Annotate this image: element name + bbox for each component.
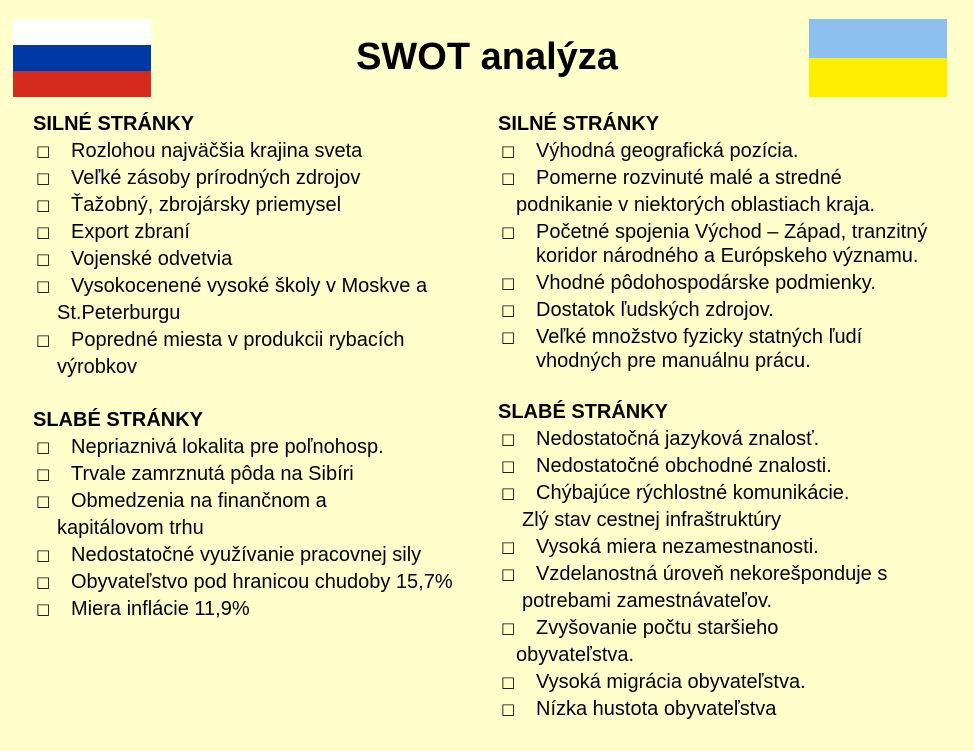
bullet-icon: □ (36, 492, 51, 510)
list-item: □ Vysokocenené vysoké školy v Moskve a (36, 275, 428, 297)
list-item: □ Vhodné pôdohospodárske podmienky. (501, 272, 876, 294)
right-column (498, 112, 938, 724)
bullet-icon: □ (36, 223, 51, 241)
bullet-icon: □ (501, 328, 516, 346)
bullet-icon: □ (501, 457, 516, 475)
bullet-icon: □ (501, 700, 516, 718)
list-item: □ Nízka hustota obyvateľstva (501, 698, 777, 720)
list-item: □ Miera inflácie 11,9% (36, 598, 250, 620)
bullet-icon: □ (36, 169, 51, 187)
list-item: □ Zvyšovanie počtu staršieho (501, 617, 779, 639)
bullet-icon: □ (501, 565, 516, 583)
list-item-continuation: Zlý stav cestnej infraštruktúry (522, 509, 781, 531)
bullet-icon: □ (501, 538, 516, 556)
section-heading: SLABÉ STRÁNKY (498, 401, 669, 423)
bullet-icon: □ (36, 250, 51, 268)
list-item: □ Nedostatočná jazyková znalosť. (501, 428, 820, 450)
list-item-continuation: obyvateľstva. (516, 644, 635, 666)
bullet-icon: □ (501, 274, 516, 292)
list-item: □ Výhodná geografická pozícia. (501, 140, 799, 162)
bullet-icon: □ (36, 546, 51, 564)
list-item: □ Export zbraní (36, 221, 190, 243)
list-item: □ Rozlohou najväčšia krajina sveta (36, 140, 363, 162)
list-item: □ Nedostatočné obchodné znalosti. (501, 455, 832, 477)
bullet-icon: □ (36, 573, 51, 591)
bullet-icon: □ (36, 600, 51, 618)
list-item: □ Obmedzenia na finančnom a (36, 490, 327, 512)
list-item: □ Trvale zamrznutá pôda na Sibíri (36, 463, 354, 485)
bullet-icon: □ (36, 196, 51, 214)
list-item: □ Ťažobný, zbrojársky priemysel (36, 194, 342, 216)
list-item-continuation: kapitálovom trhu (57, 517, 204, 539)
list-item: □ Vojenské odvetvia (36, 248, 233, 270)
bullet-icon: □ (501, 301, 516, 319)
bullet-icon: □ (36, 331, 51, 349)
list-item: □ Popredné miesta v produkcii rybacích (36, 329, 405, 351)
bullet-icon: □ (501, 430, 516, 448)
bullet-icon: □ (501, 223, 516, 241)
list-item: □ Vzdelanostná úroveň nekorešponduje s (501, 563, 888, 585)
bullet-icon: □ (501, 142, 516, 160)
bullet-icon: □ (501, 619, 516, 637)
section-heading: SILNÉ STRÁNKY (498, 113, 660, 135)
list-item: □ Nepriaznivá lokalita pre poľnohosp. (36, 436, 384, 458)
section-heading: SLABÉ STRÁNKY (33, 409, 204, 431)
list-item: □ Nedostatočné využívanie pracovnej sily (36, 544, 422, 566)
list-item: □ Veľké množstvo fyzicky statných ľudí vhodných pre manuálnu prácu. (501, 326, 863, 372)
bullet-icon: □ (501, 484, 516, 502)
list-item: □ Vysoká migrácia obyvateľstva. (501, 671, 806, 693)
left-column (33, 112, 473, 624)
list-item: □ Chýbajúce rýchlostné komunikácie. (501, 482, 850, 504)
bullet-icon: □ (36, 142, 51, 160)
list-item-continuation: St.Peterburgu (57, 302, 181, 324)
list-item-continuation: potrebami zamestnávateľov. (522, 590, 773, 612)
list-item: □ Početné spojenia Východ – Západ, tranzitný koridor národného a Európskeho významu. (501, 221, 928, 267)
list-item: □ Pomerne rozvinuté malé a stredné (501, 167, 842, 189)
bullet-icon: □ (501, 673, 516, 691)
list-item: □ Veľké zásoby prírodných zdrojov (36, 167, 361, 189)
list-item-continuation: podnikanie v niektorých oblastiach kraja. (516, 194, 876, 216)
bullet-icon: □ (36, 438, 51, 456)
bullet-icon: □ (36, 465, 51, 483)
bullet-icon: □ (501, 169, 516, 187)
list-item: □ Vysoká miera nezamestnanosti. (501, 536, 819, 558)
list-item: □ Obyvateľstvo pod hranicou chudoby 15,7% (36, 571, 453, 593)
list-item-continuation: výrobkov (57, 356, 138, 378)
list-item: □ Dostatok ľudských zdrojov. (501, 299, 774, 321)
bullet-icon: □ (36, 277, 51, 295)
section-heading: SILNÉ STRÁNKY (33, 113, 195, 135)
page-title: SWOT analýza (356, 36, 618, 78)
